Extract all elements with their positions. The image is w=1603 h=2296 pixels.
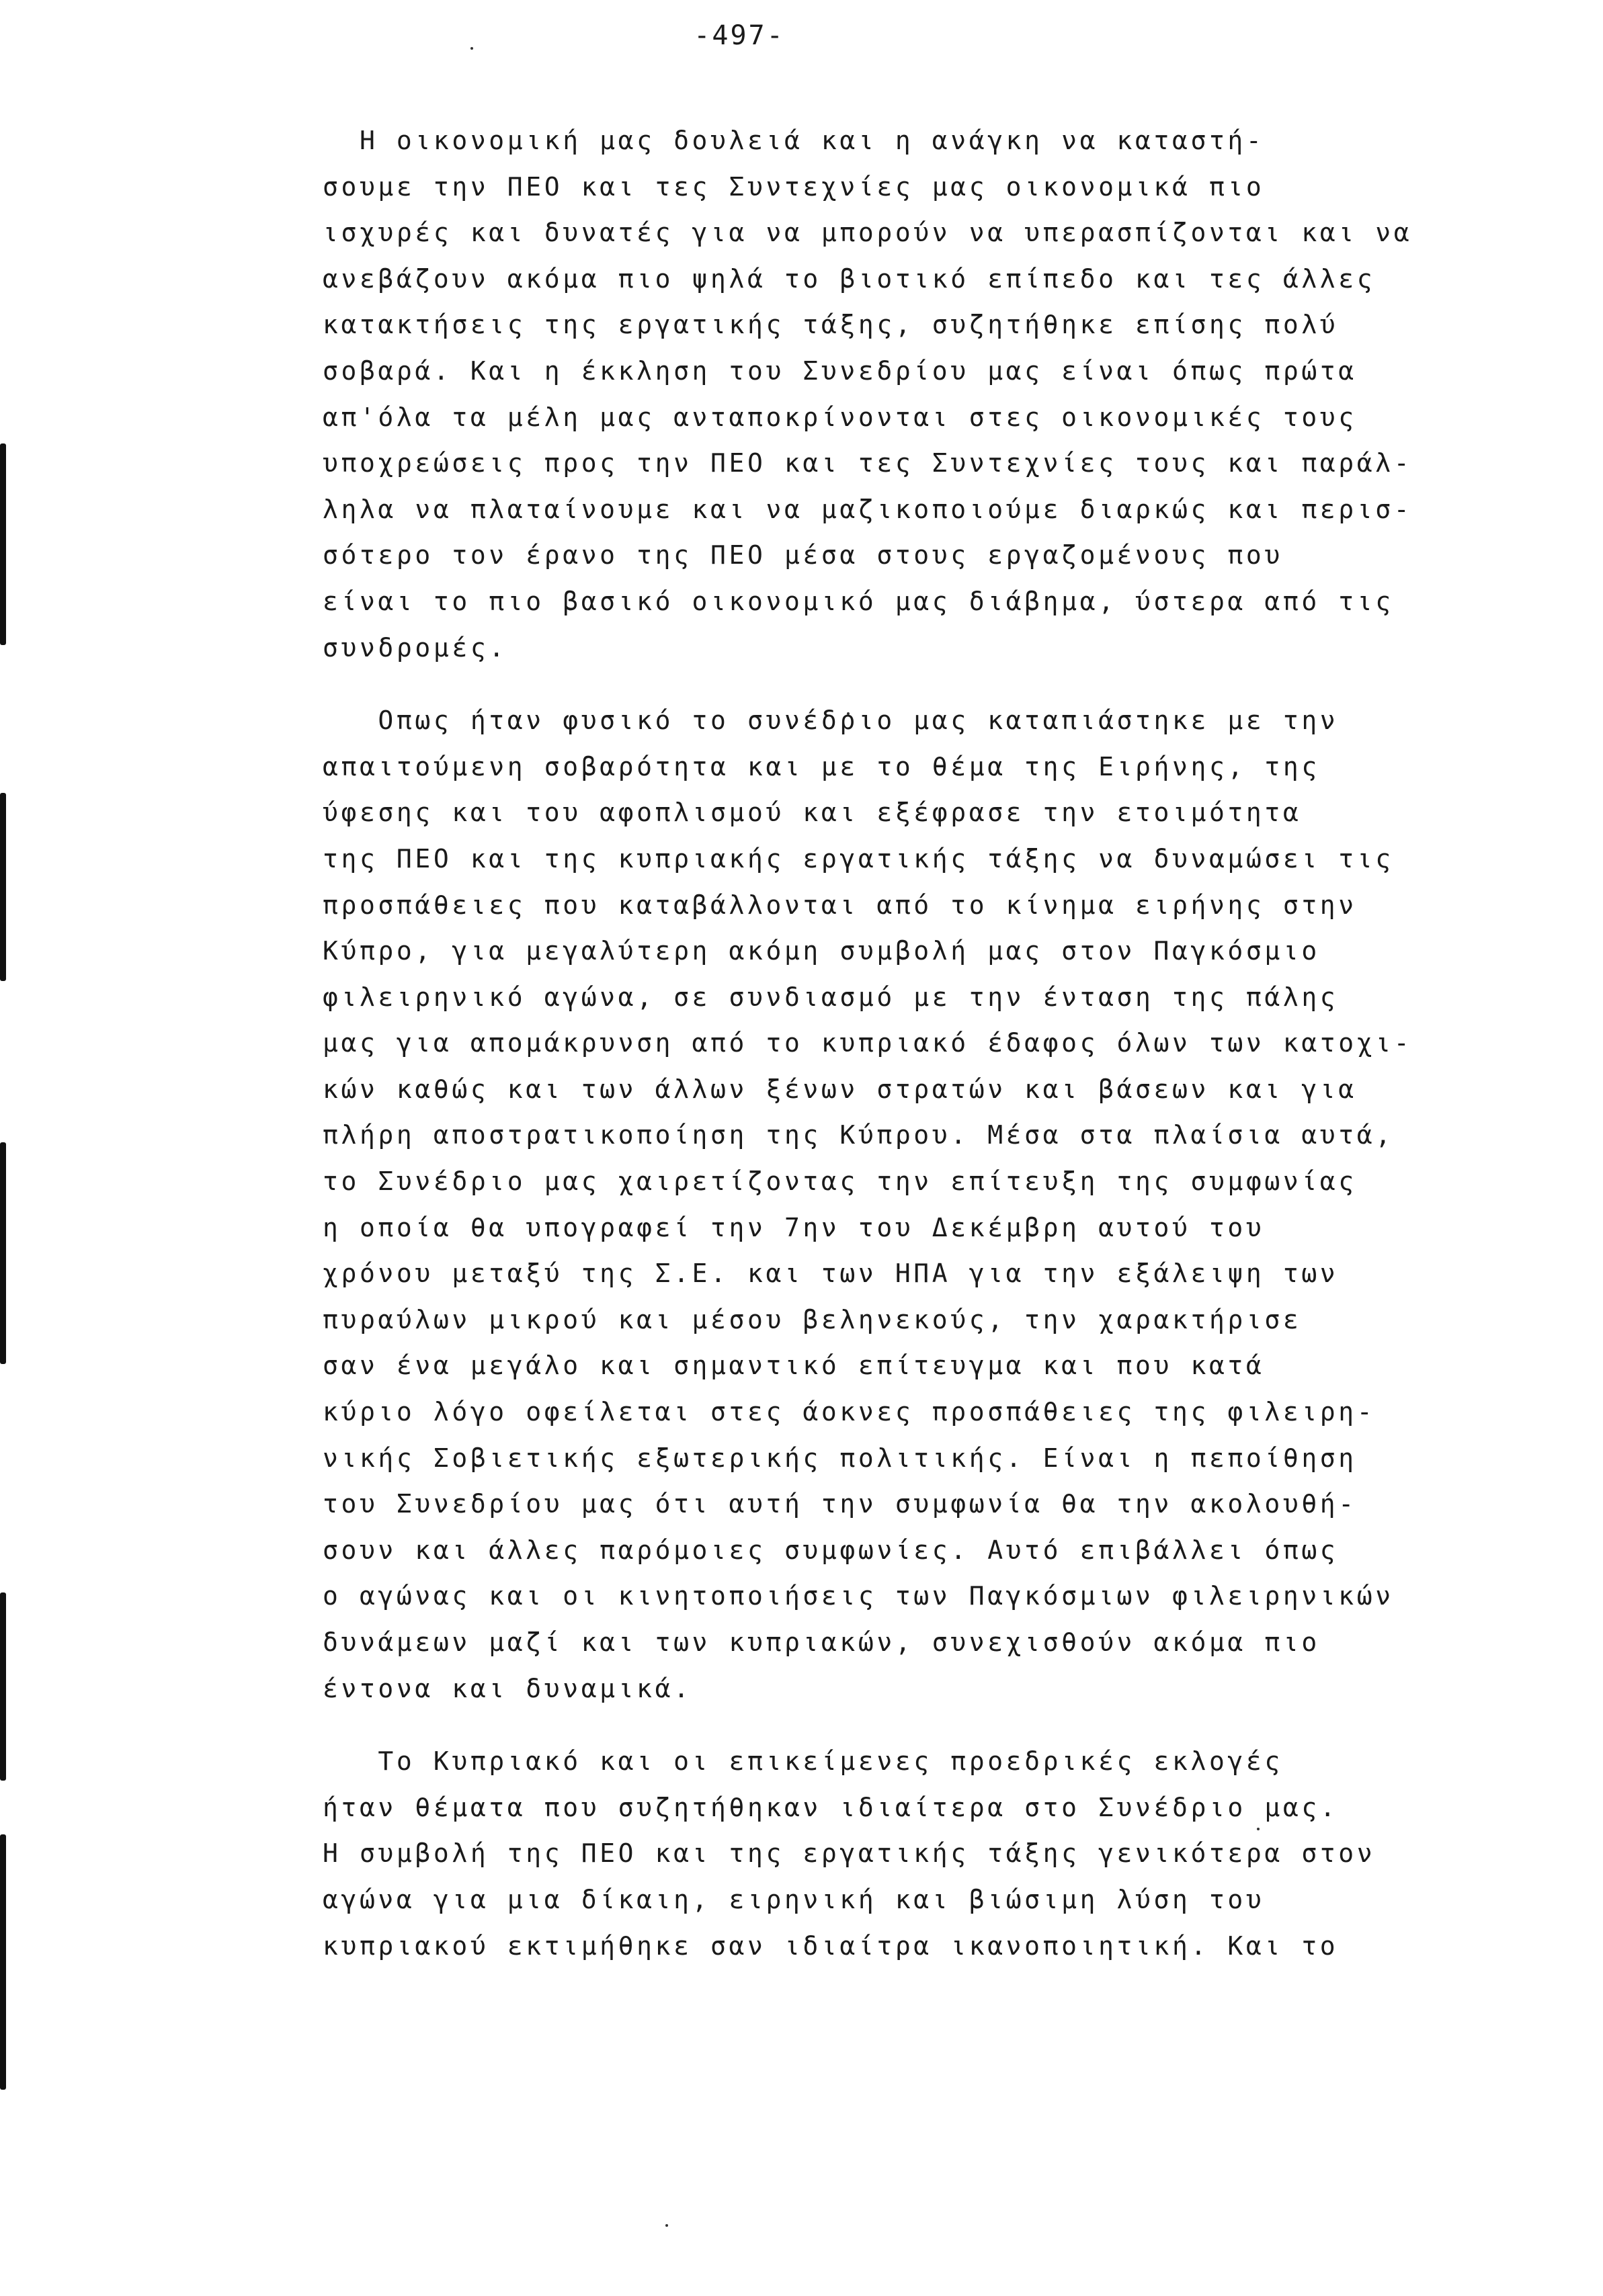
text-line: απαιτούμενη σοβαρότητα και με το θέμα της Ειρήνης, της [323,751,1320,781]
text-line: πυραύλων μικρού και μέσου βεληνεκούς, την χαρακτήρισε [323,1304,1302,1334]
text-line: σότερο τον έρανο της ΠΕΟ μέσα στους εργαζομένους που [323,540,1283,570]
text-line: σουν και άλλες παρόμοιες συμφωνίες. Αυτό επιβάλλει όπως [323,1535,1339,1565]
text-line: πλήρη αποστρατικοποίηση της Κύπρου. Μέσα στα πλαίσια αυτά, [323,1120,1394,1150]
text-line: το Συνέδριο μας χαιρετίζοντας την επίτευξη της συμφωνίας [323,1166,1357,1197]
text-line: συνδρομές. [323,632,507,663]
scan-edge-mark [0,1142,6,1364]
text-line: έντονα και δυναμικά. [323,1673,692,1703]
paragraph-economic-work [323,118,1526,671]
scan-edge-mark [0,443,6,645]
text-line: του Συνεδρίου μας ότι αυτή την συμφωνία θα την ακολουθή- [323,1489,1357,1519]
document-body [323,118,1526,1969]
text-line: Κύπρο, για μεγαλύτερη ακόμη συμβολή μας στον Παγκόσμιο [323,936,1320,966]
text-line: νικής Σοβιετικής εξωτερικής πολιτικής. Είναι η πεποίθηση [323,1443,1357,1473]
scan-speck [665,2224,668,2227]
text-line: δυνάμεων μαζί και των κυπριακών, συνεχισθούν ακόμα πιο [323,1627,1320,1657]
text-line: Η συμβολή της ΠΕΟ και της εργατικής τάξης γενικότερα στον [323,1838,1376,1869]
text-line: σοβαρά. Και η έκκληση του Συνεδρίου μας είναι όπως πρώτα [323,355,1357,386]
text-line: Η οικονομική μας δουλειά και η ανάγκη να καταστή- [323,126,1265,155]
paragraph-peace [323,697,1526,1711]
text-line: ήταν θέματα που συζητήθηκαν ιδιαίτερα στο Συνέδριο μας. [323,1792,1339,1822]
text-line: αγώνα για μια δίκαιη, ειρηνική και βιώσιμη λύση του [323,1884,1265,1914]
text-line: φιλειρηνικό αγώνα, σε συνδιασμό με την ένταση της πάλης [323,982,1339,1012]
text-line: η οποία θα υπογραφεί την 7ην του Δεκέμβρη αυτού του [323,1212,1265,1242]
paragraph-cyprus-problem [323,1738,1526,1969]
paragraph-gap [323,671,1526,697]
paragraph-gap [323,1711,1526,1738]
text-line: κών καθώς και των άλλων ξένων στρατών και βάσεων και για [323,1074,1357,1104]
text-line: σαν ένα μεγάλο και σημαντικό επίτευγμα και που κατά [323,1351,1265,1381]
text-line: κατακτήσεις της εργατικής τάξης, συζητήθηκε επίσης πολύ [323,310,1339,340]
text-line: χρόνου μεταξύ της Σ.Ε. και των ΗΠΑ για την εξάλειψη των [323,1259,1339,1289]
text-line: ύφεσης και του αφοπλισμού και εξέφρασε την ετοιμότητα [323,798,1302,828]
text-line: ο αγώνας και οι κινητοποιήσεις των Παγκόσμιων φιλειρηνικών [323,1581,1394,1611]
text-line: Οπως ήταν φυσικό το συνέδριο μας καταπιάστηκε με την [323,706,1339,736]
text-line: μας για απομάκρυνση από το κυπριακό έδαφος όλων των κατοχι- [323,1028,1413,1058]
text-line: της ΠΕΟ και της κυπριακής εργατικής τάξης να δυναμώσει τις [323,843,1394,874]
text-line: προσπάθειες που καταβάλλονται από το κίνημα ειρήνης στην [323,890,1357,920]
text-line: υποχρεώσεις προς την ΠΕΟ και τες Συντεχνίες τους και παράλ- [323,448,1413,478]
scan-edge-mark [0,1834,6,2090]
scan-edge-mark [0,1592,6,1781]
scan-edge-mark [0,793,6,981]
text-line: κύριο λόγο οφείλεται στες άοκνες προσπάθειες της φιλειρη- [323,1397,1376,1427]
text-line: κυπριακού εκτιμήθηκε σαν ιδιαίτρα ικανοποιητική. Και το [323,1930,1339,1961]
text-line: ληλα να πλαταίνουμε και να μαζικοποιούμε διαρκώς και περισ- [323,494,1413,524]
text-line: απ'όλα τα μέλη μας ανταποκρίνονται στες οικονομικές τους [323,402,1357,432]
text-line: είναι το πιο βασικό οικονομικό μας διάβημα, ύστερα από τις [323,586,1394,616]
text-line: ισχυρές και δυνατές για να μπορούν να υπερασπίζονται και να [323,218,1413,248]
page-number: -497- [694,20,785,51]
text-line: σουμε την ΠΕΟ και τες Συντεχνίες μας οικονομικά πιο [323,171,1265,202]
text-line: ανεβάζουν ακόμα πιο ψηλά το βιοτικό επίπεδο και τες άλλες [323,263,1376,294]
text-line: Το Κυπριακό και οι επικείμενες προεδρικές εκλογές [323,1746,1283,1777]
